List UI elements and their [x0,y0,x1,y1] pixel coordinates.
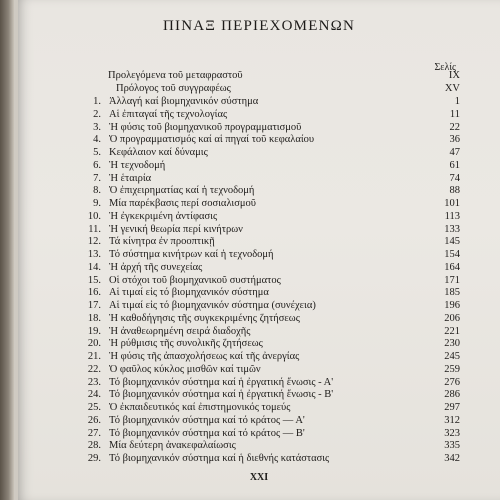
toc-row [73,236,460,249]
chapter-page: 323 [444,427,460,439]
front-matter-item [108,70,460,83]
chapter-page: 101 [444,198,460,209]
toc-row [73,262,460,275]
toc-row [73,428,460,441]
toc-row [73,453,460,466]
chapter-page: 185 [444,287,460,299]
chapter-number: 3. [93,121,101,133]
toc-row [73,249,460,262]
front-matter-item [108,83,460,96]
toc-row [73,134,460,147]
chapter-number: 5. [93,147,101,158]
chapter-number: 17. [87,300,101,311]
chapter-title: Τό βιομηχανικόν σύστημα καί ἡ ἐργατική ἕνωσις - Α' [109,376,334,388]
chapter-title: Ἡ ἀναθεωρημένη σειρά διαδοχῆς [109,325,251,337]
chapter-page: 11 [449,108,460,120]
chapter-title: Ἀλλαγή καί βιομηχανικόν σύστημα [109,96,259,107]
toc-row [73,211,460,224]
chapter-title: Ἡ ρύθμισις τῆς συνολικῆς ζητήσεως [109,338,263,350]
chapter-number: 28. [87,440,101,452]
toc-row [73,326,460,339]
chapter-title: Ἡ καθοδήγησις τῆς συγκεκριμένης ζητήσεως [109,312,300,324]
chapter-title: Τό σύστημα κινήτρων καί ἡ τεχνοδομή [109,249,274,260]
page-column-label: Σελίς [434,62,456,73]
chapter-title: Ἡ ἑταιρία [109,172,152,184]
toc-row [73,160,460,173]
chapter-number: 16. [87,287,101,299]
page-number-footer: XXI [249,472,269,483]
toc-row [73,122,460,135]
chapter-page: 221 [444,325,460,337]
chapter-number: 7. [93,172,101,184]
front-matter-page: XV [444,83,460,94]
toc-row [73,147,460,160]
chapter-title: Ὁ φαῦλος κύκλος μισθῶν καί τιμῶν [109,363,261,375]
chapter-number: 11. [88,223,101,235]
chapter-page: 245 [444,351,460,362]
chapter-number: 18. [87,312,101,324]
chapter-title: Ἡ ἀρχή τῆς συνεχείας [109,261,203,273]
toc-row [73,185,460,198]
chapter-title: Αἱ ἐπιταγαί τῆς τεχνολογίας [109,108,228,120]
toc-row [73,415,460,428]
toc-row [73,96,460,109]
toc-row [73,300,460,313]
chapter-number: 12. [87,236,101,248]
toc-row [73,287,460,300]
chapter-number: 20. [87,338,101,350]
chapter-page: 113 [444,210,460,222]
chapter-title: Τό βιομηχανικόν σύστημα καί ἡ διεθνής κατάστασις [109,453,330,464]
book-page [18,0,500,500]
chapter-page: 196 [444,300,460,311]
chapter-title: Ὁ ἐπιχειρηματίας καί ἡ τεχνοδομή [109,185,255,197]
chapter-number: 13. [87,249,101,260]
toc-row [73,109,460,122]
chapter-number: 27. [87,427,101,439]
chapter-page: 342 [444,453,460,464]
chapter-page: 154 [444,249,460,260]
chapter-page: 206 [444,312,460,324]
chapter-title: Αἱ τιμαί εἰς τό βιομηχανικόν σύστημα (συνέχεια) [109,300,316,311]
chapter-title: Κεφάλαιον καί δύναμις [109,147,208,158]
chapter-title: Ἡ γενική θεωρία περί κινήτρων [109,223,243,235]
chapter-title: Αἱ τιμαί εἰς τό βιομηχανικόν σύστημα [109,287,269,299]
chapter-page: 22 [449,121,460,133]
chapter-number: 6. [93,159,101,171]
toc-row [73,338,460,351]
chapter-number: 24. [87,389,101,401]
chapter-page: 164 [444,261,460,273]
chapter-page: 133 [444,223,460,235]
chapter-title: Ἡ φύσις τῆς ἀπασχολήσεως καί τῆς ἀνεργίας [109,351,300,362]
toc-row [73,377,460,390]
chapter-page: 259 [444,363,460,375]
chapter-page: 297 [444,402,460,413]
chapter-page: 88 [449,185,460,197]
chapter-title: Τό βιομηχανικόν σύστημα καί τό κράτος — Α' [109,414,305,426]
chapter-title: Μία παρέκβασις περί σοσιαλισμοῦ [109,198,256,209]
photo-left-edge [0,0,14,500]
chapter-page: 286 [444,389,460,401]
chapter-title: Τό βιομηχανικόν σύστημα καί τό κράτος — Β' [109,427,305,439]
toc-row [73,351,460,364]
chapter-number: 22. [87,363,101,375]
table-of-contents [73,96,460,466]
chapter-number: 4. [93,134,101,146]
toc-row [73,275,460,288]
page-title: ΠΙΝΑΞ ΠΕΡΙΕΧΟΜΕΝΩΝ [163,18,355,34]
chapter-number: 21. [87,351,101,362]
toc-row [73,224,460,237]
toc-row [73,440,460,453]
chapter-number: 26. [87,414,101,426]
chapter-page: 230 [444,338,460,350]
toc-row [73,198,460,211]
chapter-title: Ὁ προγραμματισμός καί αἱ πηγαί τοῦ κεφαλαίου [109,134,315,146]
toc-row [73,173,460,186]
chapter-title: Ἡ τεχνοδομή [109,159,166,171]
chapter-page: 145 [444,236,460,248]
chapter-number: 9. [93,198,101,209]
chapter-page: 312 [444,414,460,426]
chapter-page: 276 [444,376,460,388]
chapter-number: 1. [93,96,101,107]
front-matter-label: Πρόλογος τοῦ συγγραφέως [116,83,231,94]
front-matter-page: IX [448,70,460,81]
chapter-number: 19. [87,325,101,337]
chapter-page: 47 [449,147,460,158]
chapter-page: 171 [444,274,460,286]
chapter-page: 36 [449,134,460,146]
chapter-number: 10. [87,210,101,222]
front-matter-label: Προλεγόμενα τοῦ μεταφραστοῦ [108,70,243,81]
chapter-title: Ἡ φύσις τοῦ βιομηχανικοῦ προγραμματισμοῦ [109,121,302,133]
chapter-number: 2. [93,108,101,120]
chapter-title: Μία δεύτερη ἀνακεφαλαίωσις [109,440,236,452]
chapter-number: 8. [93,185,101,197]
chapter-page: 1 [454,96,460,107]
chapter-page: 74 [449,172,460,184]
chapter-number: 29. [87,453,101,464]
chapter-number: 25. [87,402,101,413]
toc-row [73,364,460,377]
chapter-page: 335 [444,440,460,452]
chapter-number: 23. [87,376,101,388]
chapter-number: 14. [87,261,101,273]
chapter-title: Ὁ ἐκπαιδευτικός καί ἐπιστημονικός τομεύς [109,402,291,413]
chapter-page: 61 [449,159,460,171]
chapter-title: Οἱ στόχοι τοῦ βιομηχανικοῦ συστήματος [109,274,281,286]
chapter-title: Τό βιομηχανικόν σύστημα καί ἡ ἐργατική ἕνωσις - Β' [109,389,334,401]
chapter-title: Τά κίνητρα ἐν προοπτικῇ [109,236,215,248]
chapter-title: Ἡ ἐγκεκριμένη ἀντίφασις [109,210,218,222]
chapter-number: 15. [87,274,101,286]
toc-row [73,402,460,415]
toc-row [73,313,460,326]
toc-row [73,389,460,402]
